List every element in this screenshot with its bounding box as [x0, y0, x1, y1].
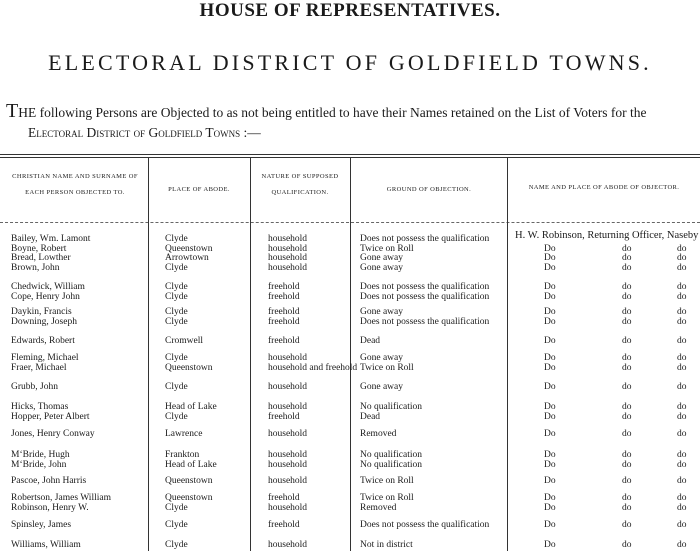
cell-qualification: freehold [268, 336, 300, 346]
cell-name: Robertson, James William [11, 493, 111, 503]
cell-ground: Does not possess the qualification [360, 282, 490, 292]
cell-objector-ditto: do [677, 493, 687, 503]
cell-name: Downing, Joseph [11, 316, 77, 327]
cell-objector-ditto: do [677, 382, 687, 392]
cell-name: Spinsley, James [11, 520, 72, 530]
cell-ground: No qualification [360, 402, 422, 412]
cell-objector-ditto: do [622, 336, 632, 346]
cell-objector-ditto: do [622, 262, 632, 273]
cell-name: Bread, Lowther [11, 253, 71, 263]
cell-objector-ditto: Do [544, 540, 556, 550]
cell-objector-ditto: do [677, 282, 687, 292]
cell-abode: Head of Lake [165, 402, 217, 412]
cell-objector-ditto: do [622, 243, 632, 254]
cell-qualification: household [268, 502, 308, 513]
cell-name: Williams, William [11, 540, 81, 550]
cell-objector-ditto: do [677, 476, 687, 486]
cell-qualification: household [268, 459, 308, 470]
cell-ground: Dead [360, 411, 381, 422]
cell-objector-ditto: Do [544, 253, 556, 263]
cell-name: Jones, Henry Conway [11, 429, 95, 439]
header-qualification [252, 170, 348, 200]
cell-objector-ditto: Do [544, 282, 556, 292]
intro-line-2: Electoral District of Goldfield Towns :— [28, 125, 261, 140]
cell-objector-ditto: do [622, 450, 632, 460]
cell-objector-ditto: do [677, 540, 687, 550]
cell-abode: Clyde [165, 282, 188, 292]
cell-ground: Removed [360, 502, 397, 513]
cell-ground: Gone away [360, 353, 403, 363]
cell-qualification: household [268, 476, 308, 486]
cell-objector-ditto: do [622, 316, 632, 327]
cell-objector-ditto: Do [544, 411, 556, 422]
cell-objector-ditto: do [622, 353, 632, 363]
cell-objector-ditto: Do [544, 382, 556, 392]
cell-abode: Lawrence [165, 429, 203, 439]
cell-ground: Does not possess the qualification [360, 234, 490, 244]
cell-name: Chedwick, William [11, 282, 85, 292]
cell-objector-ditto: do [677, 362, 687, 373]
cell-abode: Cromwell [165, 336, 203, 346]
cell-abode: Clyde [165, 540, 188, 550]
cell-objector-ditto: do [622, 411, 632, 422]
cell-objector-ditto: do [622, 540, 632, 550]
cell-objector-ditto: Do [544, 520, 556, 530]
cell-qualification: household [268, 353, 308, 363]
cell-abode: Queenstown [165, 243, 213, 254]
header-rule-top [0, 154, 700, 155]
cell-objector-ditto: do [622, 502, 632, 513]
cell-ground: Gone away [360, 253, 403, 263]
header-name-line2: EACH PERSON OBJECTED TO. [25, 189, 125, 196]
cell-objector-ditto: do [677, 402, 687, 412]
cell-name: M‘Bride, Hugh [11, 450, 70, 460]
cell-abode: Clyde [165, 307, 188, 317]
cell-objector-ditto: do [677, 353, 687, 363]
cell-ground: Gone away [360, 262, 403, 273]
cell-objector-ditto: Do [544, 353, 556, 363]
page-title: HOUSE OF REPRESENTATIVES. [199, 0, 501, 21]
cell-objector-ditto: do [622, 253, 632, 263]
cell-abode: Clyde [165, 234, 188, 244]
cell-abode: Clyde [165, 262, 188, 273]
cell-name: Grubb, John [11, 382, 58, 392]
cell-objector-ditto: do [622, 402, 632, 412]
cell-objector-ditto: Do [544, 493, 556, 503]
cell-qualification: freehold [268, 316, 300, 327]
cell-objector-ditto: do [677, 253, 687, 263]
cell-name: Daykin, Francis [11, 307, 72, 317]
cell-objector-ditto: do [677, 459, 687, 470]
cell-abode: Clyde [165, 520, 188, 530]
cell-name: Cope, Henry John [11, 291, 80, 302]
cell-objector-ditto: Do [544, 402, 556, 412]
cell-abode: Clyde [165, 502, 188, 513]
objector-first-entry: H. W. Robinson, Returning Officer, Naseby [515, 230, 699, 241]
intro-paragraph [6, 101, 700, 143]
cell-qualification: household [268, 243, 308, 254]
cell-abode: Frankton [165, 450, 200, 460]
cell-abode: Clyde [165, 353, 188, 363]
header-name-line1: CHRISTIAN NAME AND SURNAME OF [12, 173, 138, 180]
cell-abode: Head of Lake [165, 459, 217, 470]
cell-ground: Does not possess the qualification [360, 291, 490, 302]
drop-capital: T [6, 100, 19, 122]
cell-qualification: household [268, 450, 308, 460]
cell-ground: No qualification [360, 450, 422, 460]
cell-name: Hopper, Peter Albert [11, 411, 90, 422]
cell-qualification: freehold [268, 282, 300, 292]
cell-ground: Removed [360, 429, 397, 439]
cell-abode: Queenstown [165, 362, 213, 373]
cell-qualification: freehold [268, 291, 300, 302]
cell-abode: Queenstown [165, 493, 213, 503]
column-divider [148, 157, 149, 551]
cell-name: Pascoe, John Harris [11, 476, 87, 486]
cell-name: Fraer, Michael [11, 362, 67, 373]
cell-name: Bailey, Wm. Lamont [11, 234, 91, 244]
cell-objector-ditto: do [677, 520, 687, 530]
cell-objector-ditto: Do [544, 450, 556, 460]
cell-objector-ditto: do [622, 362, 632, 373]
cell-objector-ditto: Do [544, 243, 556, 254]
cell-objector-ditto: do [677, 450, 687, 460]
cell-objector-ditto: do [677, 262, 687, 273]
cell-objector-ditto: do [622, 382, 632, 392]
column-divider [250, 157, 251, 551]
cell-objector-ditto: Do [544, 262, 556, 273]
cell-objector-ditto: do [677, 429, 687, 439]
district-subtitle: ELECTORAL DISTRICT OF GOLDFIELD TOWNS. [48, 50, 652, 75]
cell-objector-ditto: Do [544, 307, 556, 317]
cell-objector-ditto: Do [544, 291, 556, 302]
cell-ground: Twice on Roll [360, 243, 414, 254]
cell-qualification: household [268, 382, 308, 392]
cell-objector-ditto: do [677, 411, 687, 422]
cell-objector-ditto: Do [544, 502, 556, 513]
cell-name: M‘Bride, John [11, 459, 67, 470]
cell-ground: Does not possess the qualification [360, 316, 490, 327]
cell-objector-ditto: do [677, 316, 687, 327]
cell-name: Brown, John [11, 262, 60, 273]
cell-ground: Does not possess the qualification [360, 520, 490, 530]
header-abode: PLACE OF ABODE. [168, 186, 230, 193]
cell-qualification: household [268, 253, 308, 263]
cell-abode: Clyde [165, 291, 188, 302]
intro-text-1: HE following Persons are Objected to as not being entitled to have their Names retained on the List of Voters for the [18, 105, 647, 120]
cell-qualification: freehold [268, 520, 300, 530]
cell-ground: Twice on Roll [360, 493, 414, 503]
cell-objector-ditto: do [677, 502, 687, 513]
cell-name: Hicks, Thomas [11, 402, 69, 412]
cell-qualification: household [268, 262, 308, 273]
cell-qualification: freehold [268, 493, 300, 503]
cell-ground: Twice on Roll [360, 476, 414, 486]
cell-objector-ditto: do [677, 291, 687, 302]
cell-objector-ditto: do [622, 282, 632, 292]
column-divider [507, 157, 508, 551]
cell-abode: Clyde [165, 316, 188, 327]
header-objector: NAME AND PLACE OF ABODE OF OBJECTOR. [528, 184, 680, 191]
cell-abode: Clyde [165, 382, 188, 392]
cell-qualification: household [268, 402, 308, 412]
cell-name: Boyne, Robert [11, 243, 67, 254]
cell-ground: Gone away [360, 307, 403, 317]
header-qualification-line2: QUALIFICATION. [271, 189, 329, 196]
cell-objector-ditto: do [622, 520, 632, 530]
cell-ground: No qualification [360, 459, 422, 470]
column-divider [350, 157, 351, 551]
header-name [4, 170, 146, 200]
cell-ground: Twice on Roll [360, 362, 414, 373]
cell-objector-ditto: Do [544, 336, 556, 346]
cell-name: Robinson, Henry W. [11, 502, 89, 513]
cell-objector-ditto: Do [544, 316, 556, 327]
cell-abode: Clyde [165, 411, 188, 422]
cell-objector-ditto: do [622, 291, 632, 302]
cell-objector-ditto: do [622, 307, 632, 317]
cell-objector-ditto: do [622, 429, 632, 439]
cell-ground: Dead [360, 336, 381, 346]
cell-ground: Gone away [360, 382, 403, 392]
cell-objector-ditto: Do [544, 476, 556, 486]
cell-qualification: household [268, 429, 308, 439]
cell-objector-ditto: do [677, 336, 687, 346]
cell-name: Edwards, Robert [11, 336, 75, 346]
header-qualification-line1: NATURE OF SUPPOSED [261, 173, 339, 180]
cell-objector-ditto: Do [544, 429, 556, 439]
cell-qualification: freehold [268, 411, 300, 422]
header-ground: GROUND OF OBJECTION. [386, 186, 472, 193]
cell-objector-ditto: do [622, 476, 632, 486]
cell-objector-ditto: do [622, 493, 632, 503]
cell-objector-ditto: do [677, 307, 687, 317]
cell-objector-ditto: Do [544, 459, 556, 470]
cell-objector-ditto: Do [544, 362, 556, 373]
cell-name: Fleming, Michael [11, 353, 79, 363]
cell-objector-ditto: do [622, 459, 632, 470]
cell-qualification: freehold [268, 307, 300, 317]
cell-qualification: household [268, 234, 308, 244]
cell-abode: Arrowtown [165, 253, 209, 263]
cell-objector-ditto: do [677, 243, 687, 254]
intro-line-1 [6, 101, 700, 123]
cell-abode: Queenstown [165, 476, 213, 486]
cell-ground: Not in district [360, 540, 413, 550]
cell-qualification: household [268, 540, 308, 550]
cell-qualification: household and freehold [268, 362, 358, 373]
